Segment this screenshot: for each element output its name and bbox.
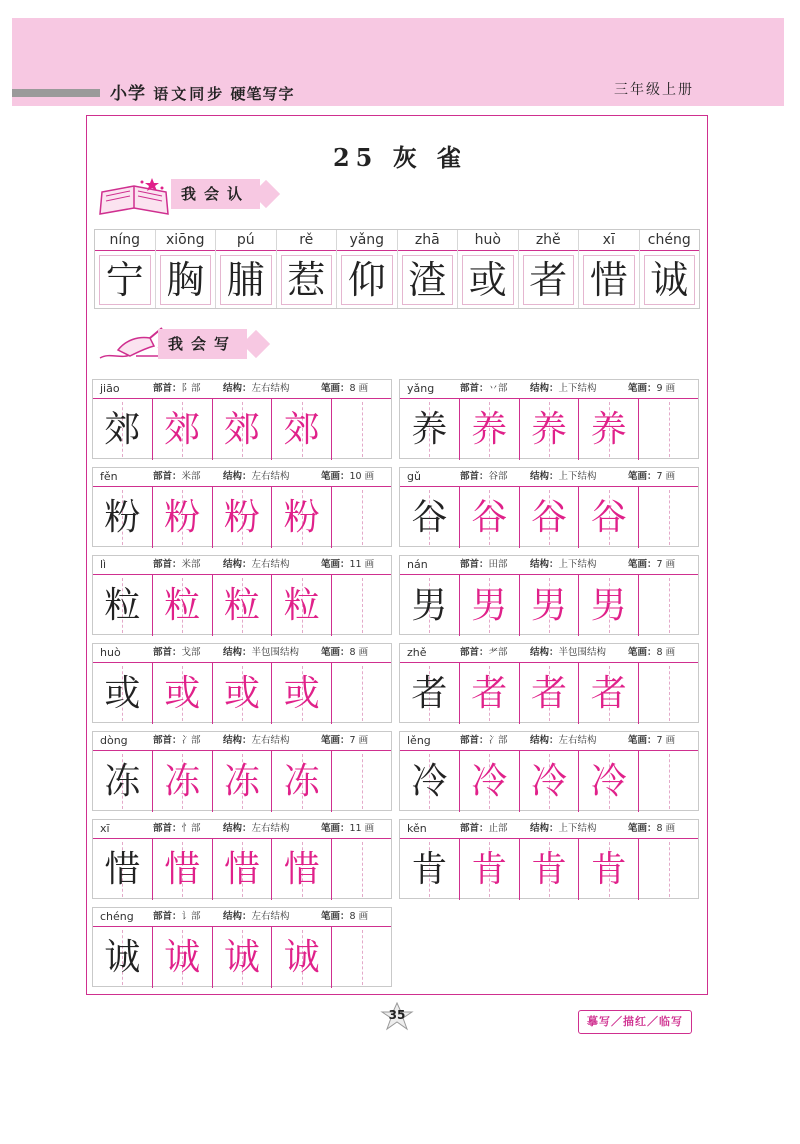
writing-card: dòng 部首：冫部 结构：左右结构 笔画：7 画 冻 冻 冻 冻: [92, 731, 392, 811]
trace-char-box: 冷: [519, 751, 579, 812]
trace-char-box: 郊: [271, 399, 331, 460]
header-gray-bar: [12, 89, 100, 97]
blank-practice-box[interactable]: [638, 487, 698, 548]
model-char-box: 惜: [93, 839, 152, 900]
section-write-header: [96, 326, 296, 366]
recognize-cell: yǎng 仰: [336, 230, 397, 308]
lesson-title: 25 灰 雀: [332, 143, 468, 172]
trace-char-box: 男: [519, 575, 579, 636]
section-recognize-header: [96, 176, 296, 216]
trace-char-box: 或: [212, 663, 272, 724]
recognize-cell: pú 脯: [215, 230, 276, 308]
grade-label: 三年级上册: [614, 82, 694, 98]
writing-card: zhě 部首：耂部 结构：半包围结构 笔画：8 画 者 者 者 者: [399, 643, 699, 723]
trace-char-box: 冻: [152, 751, 212, 812]
blank-practice-box[interactable]: [331, 927, 391, 988]
trace-char-box: 者: [519, 663, 579, 724]
writing-card: yǎng 部首：丷部 结构：上下结构 笔画：9 画 养 养 养 养: [399, 379, 699, 459]
blank-practice-box[interactable]: [331, 487, 391, 548]
writing-card: chéng 部首：讠部 结构：左右结构 笔画：8 画 诚 诚 诚 诚: [92, 907, 392, 987]
trace-char-box: 肯: [578, 839, 638, 900]
recognize-cell: chéng 诚: [639, 230, 700, 308]
trace-char-box: 粒: [271, 575, 331, 636]
section-write-label: 我会写: [158, 329, 247, 359]
blank-practice-box[interactable]: [638, 751, 698, 812]
book-title: 小学 语 文 同 步 硬笔写字: [110, 84, 295, 104]
trace-char-box: 者: [578, 663, 638, 724]
trace-char-box: 或: [152, 663, 212, 724]
model-char-box: 者: [400, 663, 459, 724]
trace-char-box: 冷: [578, 751, 638, 812]
trace-char-box: 粒: [152, 575, 212, 636]
blank-practice-box[interactable]: [331, 839, 391, 900]
trace-char-box: 冻: [212, 751, 272, 812]
trace-char-box: 诚: [212, 927, 272, 988]
blank-practice-box[interactable]: [638, 839, 698, 900]
model-char-box: 或: [93, 663, 152, 724]
recognize-cell: xī 惜: [578, 230, 639, 308]
recognize-cell: xiōng 胸: [155, 230, 216, 308]
writing-card: huò 部首：戈部 结构：半包围结构 笔画：8 画 或 或 或 或: [92, 643, 392, 723]
trace-char-box: 养: [578, 399, 638, 460]
recognize-cell: zhā 渣: [397, 230, 458, 308]
model-char-box: 粉: [93, 487, 152, 548]
trace-char-box: 粉: [212, 487, 272, 548]
model-char-box: 冻: [93, 751, 152, 812]
model-char-box: 冷: [400, 751, 459, 812]
trace-char-box: 养: [519, 399, 579, 460]
trace-char-box: 谷: [519, 487, 579, 548]
trace-char-box: 肯: [459, 839, 519, 900]
trace-char-box: 粉: [271, 487, 331, 548]
writing-card: kěn 部首：止部 结构：上下结构 笔画：8 画 肯 肯 肯 肯: [399, 819, 699, 899]
page-number: 35: [379, 1002, 415, 1032]
writing-card: jiāo 部首：阝部 结构：左右结构 笔画：8 画 郊 郊 郊 郊: [92, 379, 392, 459]
writing-card: xī 部首：忄部 结构：左右结构 笔画：11 画 惜 惜 惜 惜: [92, 819, 392, 899]
blank-practice-box[interactable]: [638, 575, 698, 636]
model-char-box: 谷: [400, 487, 459, 548]
practice-mode-tag: 摹写／描红／临写: [578, 1010, 692, 1034]
model-char-box: 男: [400, 575, 459, 636]
trace-char-box: 诚: [152, 927, 212, 988]
header-banner: [12, 18, 784, 106]
recognize-table: [94, 229, 700, 309]
trace-char-box: 肯: [519, 839, 579, 900]
trace-char-box: 男: [578, 575, 638, 636]
trace-char-box: 粉: [152, 487, 212, 548]
blank-practice-box[interactable]: [331, 751, 391, 812]
trace-char-box: 者: [459, 663, 519, 724]
trace-char-box: 惜: [212, 839, 272, 900]
trace-char-box: 男: [459, 575, 519, 636]
trace-char-box: 诚: [271, 927, 331, 988]
writing-card: lěng 部首：冫部 结构：左右结构 笔画：7 画 冷 冷 冷 冷: [399, 731, 699, 811]
trace-char-box: 郊: [152, 399, 212, 460]
trace-char-box: 谷: [459, 487, 519, 548]
model-char-box: 粒: [93, 575, 152, 636]
trace-char-box: 惜: [152, 839, 212, 900]
writing-card: gǔ 部首：谷部 结构：上下结构 笔画：7 画 谷 谷 谷 谷: [399, 467, 699, 547]
blank-practice-box[interactable]: [638, 399, 698, 460]
recognize-cell: rě 惹: [276, 230, 337, 308]
recognize-cell: huò 或: [457, 230, 518, 308]
trace-char-box: 冻: [271, 751, 331, 812]
model-char-box: 肯: [400, 839, 459, 900]
trace-char-box: 冷: [459, 751, 519, 812]
recognize-cell: níng 宁: [95, 230, 155, 308]
model-char-box: 养: [400, 399, 459, 460]
blank-practice-box[interactable]: [638, 663, 698, 724]
writing-card: fěn 部首：米部 结构：左右结构 笔画：10 画 粉 粉 粉 粉: [92, 467, 392, 547]
trace-char-box: 谷: [578, 487, 638, 548]
trace-char-box: 惜: [271, 839, 331, 900]
trace-char-box: 养: [459, 399, 519, 460]
section-recognize-label: 我会认: [171, 179, 260, 209]
blank-practice-box[interactable]: [331, 399, 391, 460]
blank-practice-box[interactable]: [331, 575, 391, 636]
trace-char-box: 郊: [212, 399, 272, 460]
model-char-box: 郊: [93, 399, 152, 460]
trace-char-box: 粒: [212, 575, 272, 636]
writing-card: nán 部首：田部 结构：上下结构 笔画：7 画 男 男 男 男: [399, 555, 699, 635]
trace-char-box: 或: [271, 663, 331, 724]
model-char-box: 诚: [93, 927, 152, 988]
writing-card: lì 部首：米部 结构：左右结构 笔画：11 画 粒 粒 粒 粒: [92, 555, 392, 635]
recognize-cell: zhě 者: [518, 230, 579, 308]
blank-practice-box[interactable]: [331, 663, 391, 724]
open-book-icon: [96, 176, 176, 220]
